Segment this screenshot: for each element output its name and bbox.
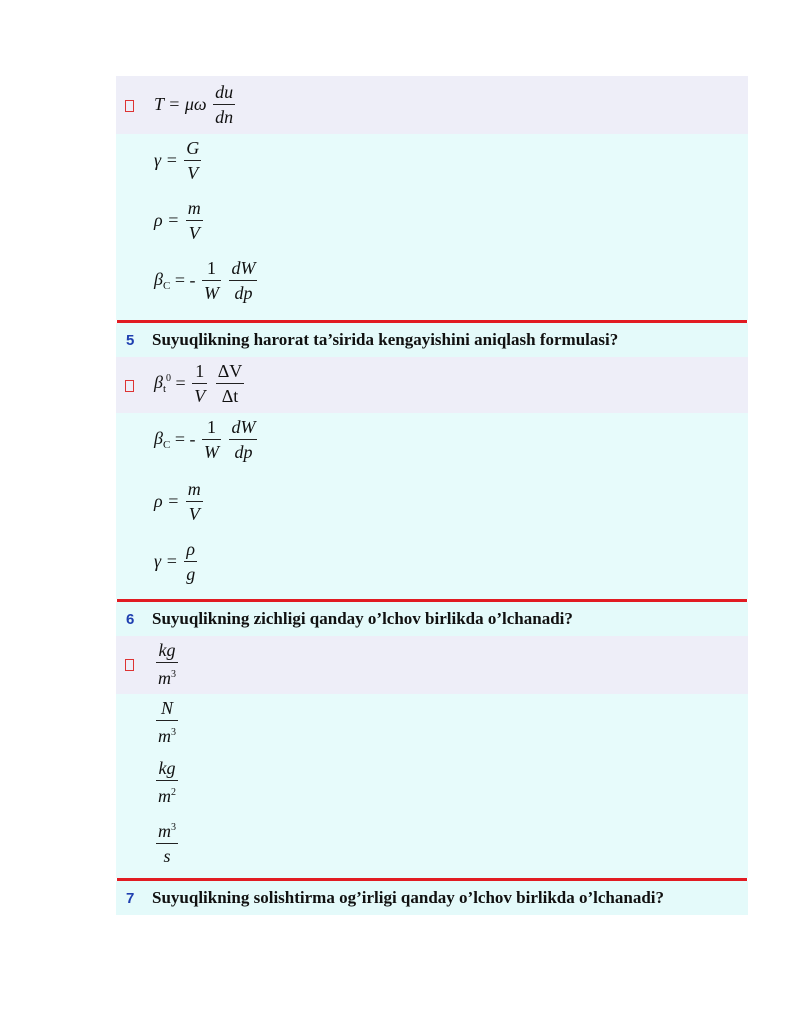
- formula[interactable]: [154, 479, 205, 524]
- fraction-denominator: W: [203, 442, 219, 462]
- formula-coefficient: μω: [184, 94, 207, 114]
- equals-sign: = -: [174, 270, 196, 290]
- question-number: 7: [126, 890, 135, 907]
- question-text: Suyuqlikning zichligi qanday o’lchov birlikda o’lchanadi?: [152, 609, 573, 628]
- beta-symbol: β: [154, 372, 163, 392]
- fraction-denominator: V: [188, 504, 200, 524]
- formula: [154, 640, 180, 688]
- test-sheet: [116, 76, 748, 915]
- superscript: 3: [171, 669, 176, 680]
- fraction-denominator: [156, 663, 178, 688]
- formula-lhs: T =: [154, 94, 181, 114]
- fraction: [229, 258, 257, 303]
- fraction-denominator: dn: [215, 107, 234, 127]
- fraction-denominator: [156, 721, 178, 746]
- superscript: 0: [166, 373, 172, 384]
- question-number: 5: [126, 332, 135, 349]
- fraction: [184, 138, 201, 183]
- fraction-numerator: [156, 818, 178, 844]
- formula[interactable]: [154, 698, 180, 746]
- formula[interactable]: [154, 818, 180, 866]
- fraction-denominator: s: [163, 846, 171, 866]
- fraction-numerator: 1: [202, 417, 221, 440]
- superscript: 2: [171, 787, 176, 798]
- formula-lhs: γ =: [154, 551, 178, 571]
- formula-lhs: [154, 428, 170, 451]
- formula[interactable]: [154, 417, 259, 462]
- fraction-denominator: dp: [234, 442, 253, 462]
- unit-base: m: [158, 821, 171, 841]
- formula-lhs: ρ =: [154, 210, 180, 230]
- subscript: C: [162, 280, 171, 292]
- fraction-numerator: du: [213, 82, 235, 105]
- fraction: [213, 82, 235, 127]
- fraction: [156, 640, 178, 688]
- fraction-denominator: dp: [234, 283, 253, 303]
- question-row: [116, 323, 748, 357]
- question-row: [116, 881, 748, 915]
- fraction-numerator: kg: [156, 640, 178, 663]
- fraction: [202, 417, 221, 462]
- correct-answer-marker-icon: [125, 100, 134, 112]
- beta-symbol: β: [154, 428, 163, 448]
- fraction-denominator: Δt: [221, 386, 239, 406]
- subscript: C: [162, 439, 171, 451]
- fraction-numerator: m: [186, 479, 203, 502]
- question-text: Suyuqlikning solishtirma og’irligi qanday o’lchov birlikda o’lchanadi?: [152, 888, 665, 907]
- superscript: 3: [171, 822, 176, 833]
- fraction-denominator: V: [194, 386, 206, 406]
- formula[interactable]: [154, 138, 203, 183]
- fraction-denominator: V: [188, 223, 200, 243]
- question-number: 6: [126, 611, 135, 628]
- formula-lhs: ρ =: [154, 491, 180, 511]
- fraction: [186, 198, 203, 243]
- fraction-denominator: V: [187, 163, 199, 183]
- fraction: [156, 818, 178, 866]
- correct-answer-marker-icon: [125, 659, 134, 671]
- fraction: [229, 417, 257, 462]
- fraction: [156, 758, 178, 806]
- answer-option-correct[interactable]: [116, 636, 748, 694]
- answer-option-correct[interactable]: [116, 357, 748, 413]
- correct-answer-marker-icon: [125, 380, 134, 392]
- fraction-numerator: G: [184, 138, 201, 161]
- fraction-numerator: dW: [229, 258, 257, 281]
- beta-symbol: β: [154, 269, 163, 289]
- formula[interactable]: [154, 258, 259, 303]
- fraction-numerator: 1: [192, 361, 207, 384]
- fraction-denominator: W: [203, 283, 219, 303]
- fraction: [156, 698, 178, 746]
- formula-lhs: [154, 269, 170, 292]
- equals-sign: =: [175, 373, 186, 393]
- answer-options-group: [116, 134, 748, 320]
- fraction-numerator: N: [156, 698, 178, 721]
- fraction: [192, 361, 207, 406]
- formula[interactable]: [154, 758, 180, 806]
- fraction-numerator: m: [186, 198, 203, 221]
- question-row: [116, 602, 748, 636]
- formula-lhs: [154, 372, 171, 395]
- fraction: [216, 361, 245, 406]
- fraction: [184, 539, 197, 584]
- formula-lhs: γ =: [154, 150, 178, 170]
- formula: [154, 361, 246, 406]
- fraction-numerator: ρ: [184, 539, 197, 562]
- fraction-numerator: ΔV: [216, 361, 245, 384]
- unit-base: m: [158, 668, 171, 688]
- unit-base: m: [158, 726, 171, 746]
- answer-option-correct[interactable]: [116, 76, 748, 134]
- fraction-denominator: g: [186, 564, 196, 584]
- answer-options-group: [116, 413, 748, 599]
- fraction: [186, 479, 203, 524]
- formula: [154, 82, 237, 127]
- fraction-denominator: [156, 781, 178, 806]
- fraction: [202, 258, 221, 303]
- answer-options-group: [116, 694, 748, 878]
- fraction-numerator: dW: [229, 417, 257, 440]
- subscript: t: [162, 383, 167, 395]
- question-text: Suyuqlikning harorat ta’sirida kengayishini aniqlash formulasi?: [152, 330, 619, 349]
- equals-sign: = -: [174, 429, 196, 449]
- unit-base: m: [158, 786, 171, 806]
- fraction-numerator: kg: [156, 758, 178, 781]
- fraction-numerator: 1: [202, 258, 221, 281]
- formula[interactable]: [154, 539, 199, 584]
- formula[interactable]: [154, 198, 205, 243]
- superscript: 3: [171, 727, 176, 738]
